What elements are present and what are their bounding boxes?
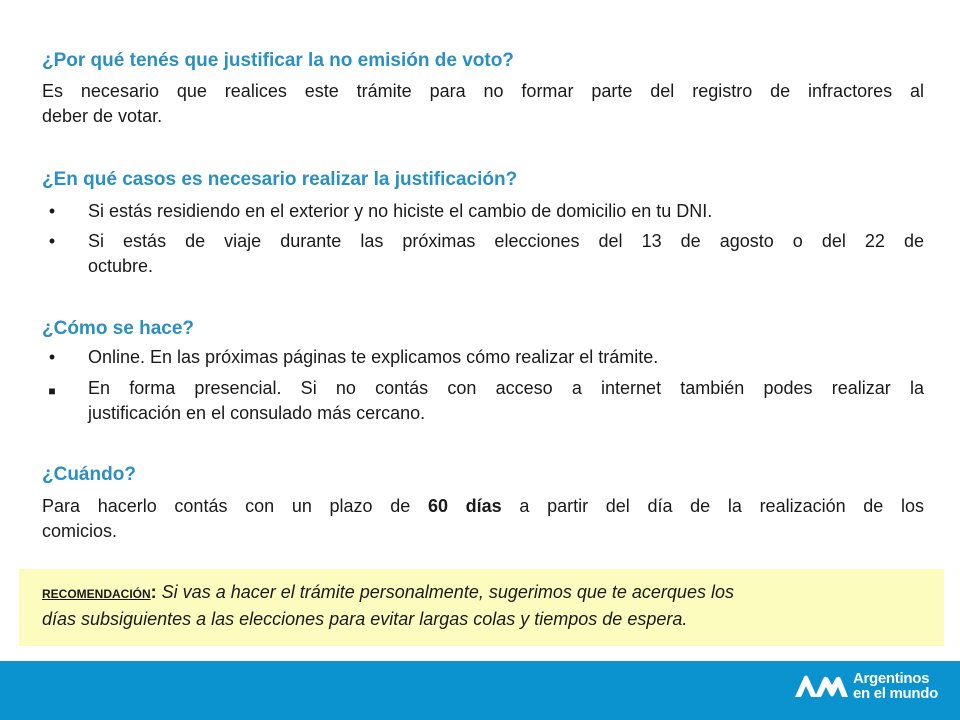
bullet-marker: • <box>48 201 56 221</box>
bullet-marker: ■ <box>48 384 56 398</box>
heading-when: ¿Cuándo? <box>42 464 136 485</box>
list-item-text: En forma presencial. Si no contás con acceso a internet también podes realizar la <box>88 378 924 398</box>
list-item <box>48 345 924 370</box>
recommendation-text <box>42 580 902 632</box>
argentinos-en-el-mundo-logo <box>793 671 938 701</box>
bullet-marker: • <box>48 347 56 367</box>
logo-line-2: en el mundo <box>852 685 938 702</box>
recommendation-line-2: días subsiguientes a las elecciones para evitar largas colas y tiempos de espera. <box>42 609 688 629</box>
recommendation-label: RECOMENDACIÓN <box>42 587 151 601</box>
recommendation-colon: : <box>150 582 157 602</box>
paragraph-line: comicios. <box>42 521 118 541</box>
heading-cases: ¿En qué casos es necesario realizar la justificación? <box>42 169 518 190</box>
text-segment: a partir del día de la realización de los <box>501 496 925 516</box>
text-segment: Para hacerlo contás con un plazo de <box>42 496 428 516</box>
am-logo-icon <box>793 673 849 699</box>
list-item-text: octubre. <box>88 256 154 276</box>
paragraph-line: Es necesario que realices este trámite para no formar parte del registro de infractores al <box>42 81 924 101</box>
list-item-text: justificación en el consulado más cercano. <box>88 403 426 423</box>
footer-bar <box>0 661 960 720</box>
list-item <box>48 229 924 279</box>
recommendation-box <box>19 569 944 646</box>
list-item-text: Online. En las próximas páginas te explicamos cómo realizar el trámite. <box>88 347 659 367</box>
paragraph-when <box>42 494 924 544</box>
paragraph-line <box>42 494 924 519</box>
logo-text <box>853 671 938 701</box>
logo-line-1: Argentinos <box>852 670 930 687</box>
paragraph-why <box>42 79 924 129</box>
bullet-marker: • <box>48 231 56 251</box>
heading-how: ¿Cómo se hace? <box>42 318 195 339</box>
paragraph-line: deber de votar. <box>42 106 163 126</box>
recommendation-line-1: Si vas a hacer el trámite personalmente, sugerimos que te acerques los <box>156 582 734 602</box>
list-item <box>48 376 924 426</box>
list-item-text: Si estás residiendo en el exterior y no hiciste el cambio de domicilio en tu DNI. <box>88 201 713 221</box>
list-item <box>48 199 924 224</box>
highlighted-days: 60 días <box>427 496 502 516</box>
list-item-text: Si estás de viaje durante las próximas elecciones del 13 de agosto o del 22 de <box>88 231 924 251</box>
heading-why: ¿Por qué tenés que justificar la no emisión de voto? <box>42 50 514 71</box>
